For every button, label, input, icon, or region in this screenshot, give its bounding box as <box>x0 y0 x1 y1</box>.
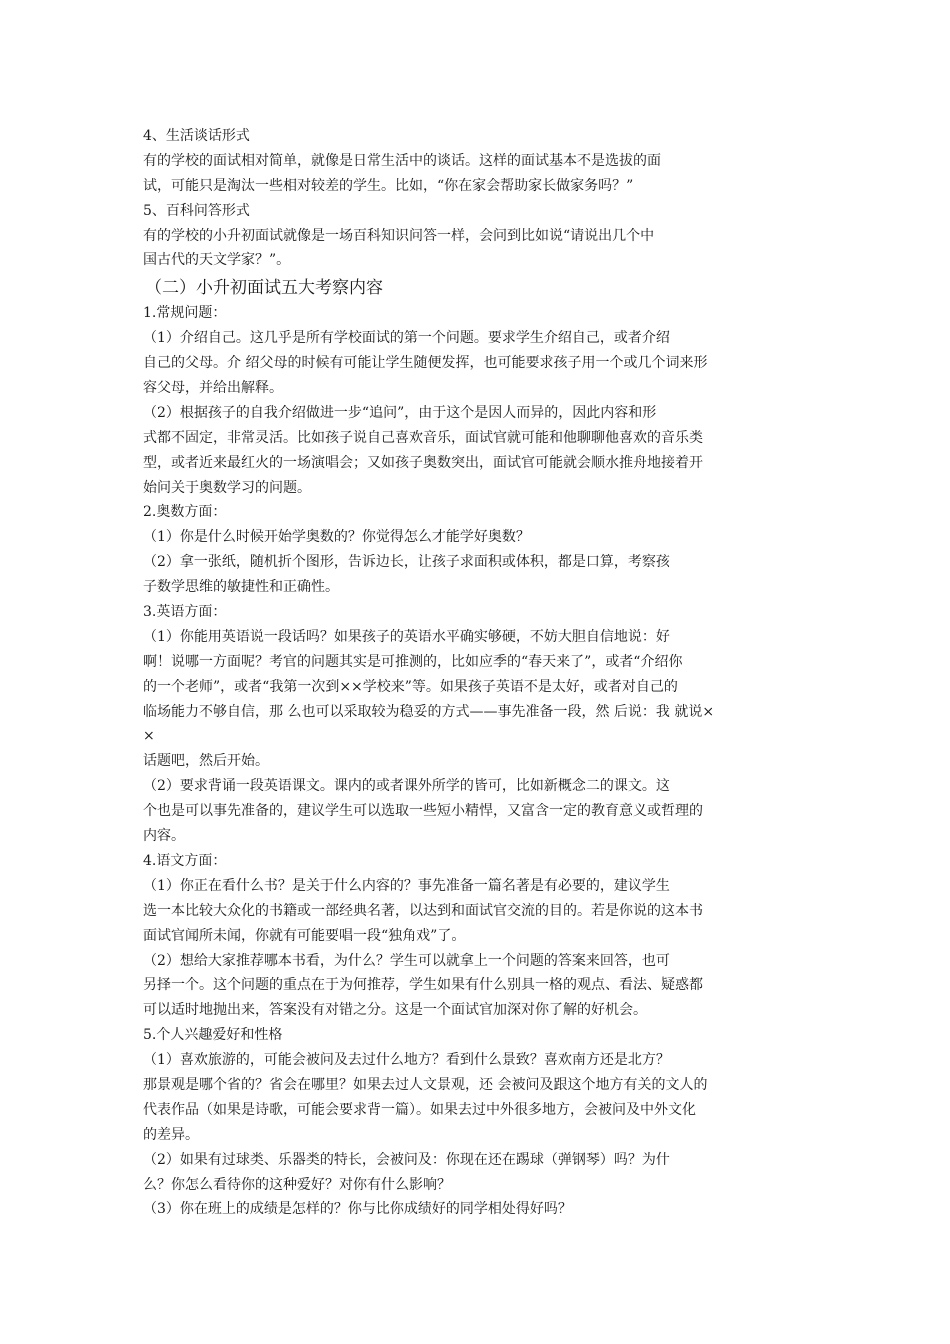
section-heading: （二）小升初面试五大考察内容 <box>145 278 383 299</box>
text-line: 啊！说哪一方面呢？考官的问题其实是可推测的，比如应季的“春天来了”，或者“介绍你 <box>143 653 683 670</box>
text-line: （1）你能用英语说一段话吗？如果孩子的英语水平确实够硬，不妨大胆自信地说：好 <box>143 628 670 645</box>
text-line: 内容。 <box>143 828 185 845</box>
text-line: 3.英语方面： <box>143 604 227 621</box>
text-line: 可以适时地抛出来，答案没有对错之分。这是一个面试官加深对你了解的好机会。 <box>143 1002 647 1019</box>
text-line: （1）喜欢旅游的，可能会被问及去过什么地方？看到什么景致？喜欢南方还是北方？ <box>143 1052 670 1069</box>
text-line: （2）想给大家推荐哪本书看，为什么？学生可以就拿上一个问题的答案来回答，也可 <box>143 952 670 969</box>
text-line: 有的学校的面试相对简单，就像是日常生活中的谈话。这样的面试基本不是选拔的面 <box>143 152 661 169</box>
text-line: 容父母，并给出解释。 <box>143 380 283 397</box>
text-line: 有的学校的小升初面试就像是一场百科知识问答一样，会问到比如说“请说出几个中 <box>143 227 655 244</box>
text-line: 型，或者近来最红火的一场演唱会；又如孩子奥数突出，面试官可能就会顺水推舟地接着开 <box>143 454 703 471</box>
text-line: 始问关于奥数学习的问题。 <box>143 479 311 496</box>
text-line: 5.个人兴趣爱好和性格 <box>143 1027 283 1044</box>
text-line: 试，可能只是淘汰一些相对较差的学生。比如，“你在家会帮助家长做家务吗？” <box>143 177 634 194</box>
text-line: 另择一个。这个问题的重点在于为何推荐，学生如果有什么别具一格的观点、看法、疑惑都 <box>143 977 703 994</box>
text-line: 代表作品（如果是诗歌，可能会要求背一篇）。如果去过中外很多地方，会被问及中外文化 <box>143 1101 696 1118</box>
text-line: 的一个老师”，或者“我第一次到××学校来”等。如果孩子英语不是太好，或者对自己的 <box>143 678 678 695</box>
text-line: 4.语文方面： <box>143 852 227 869</box>
text-line: （1）介绍自己。这几乎是所有学校面试的第一个问题。要求学生介绍自己，或者介绍 <box>143 330 670 347</box>
document-page <box>143 124 823 1222</box>
text-line: （1）你是什么时候开始学奥数的？你觉得怎么才能学好奥数？ <box>143 529 530 546</box>
text-line: （2）根据孩子的自我介绍做进一步“追问”，由于这个是因人而异的，因此内容和形 <box>143 404 657 421</box>
text-line: （1）你正在看什么书？是关于什么内容的？事先准备一篇名著是有必要的，建议学生 <box>143 877 670 894</box>
text-line: 1.常规问题： <box>143 305 227 322</box>
text-line: 个也是可以事先准备的，建议学生可以选取一些短小精悍，又富含一定的教育意义或哲理的 <box>143 803 703 820</box>
text-line: 2.奥数方面： <box>143 504 227 521</box>
text-line: （3）你在班上的成绩是怎样的？你与比你成绩好的同学相处得好吗？ <box>143 1201 572 1218</box>
text-line: 国古代的天文学家？”。 <box>143 252 291 269</box>
text-block-contents <box>143 301 823 1222</box>
text-line: 5、百科问答形式 <box>143 202 250 219</box>
text-line: 自己的父母。介 绍父母的时候有可能让学生随便发挥，也可能要求孩子用一个或几个词来形 <box>143 355 708 372</box>
text-line: 临场能力不够自信，那 么也可以采取较为稳妥的方式——事先准备一段，然 后说：我 就说× <box>143 703 715 720</box>
text-line: （2）要求背诵一段英语课文。课内的或者课外所学的皆可，比如新概念二的课文。这 <box>143 778 670 795</box>
text-line: 4、生活谈话形式 <box>143 128 250 144</box>
text-line: 面试官闻所未闻，你就有可能要唱一段“独角戏”了。 <box>143 927 466 944</box>
text-line: 子数学思维的敏捷性和正确性。 <box>143 579 339 596</box>
text-block-formats <box>143 124 823 273</box>
text-line: （2）拿一张纸，随机折个图形，告诉边长，让孩子求面积或体积，都是口算，考察孩 <box>143 554 670 571</box>
text-line: 那景观是哪个省的？省会在哪里？如果去过人文景观，还 会被问及跟这个地方有关的文人的 <box>143 1076 708 1093</box>
text-line: × <box>143 728 155 745</box>
text-line: 话题吧，然后开始。 <box>143 753 269 770</box>
text-line: 的差异。 <box>143 1126 199 1143</box>
text-line: 式都不固定，非常灵活。比如孩子说自己喜欢音乐，面试官就可能和他聊聊他喜欢的音乐类 <box>143 429 703 446</box>
text-line: 么？你怎么看待你的这种爱好？对你有什么影响？ <box>143 1176 451 1193</box>
text-line: （2）如果有过球类、乐器类的特长，会被问及：你现在还在踢球（弹钢琴）吗？为什 <box>143 1151 670 1168</box>
text-line: 选一本比较大众化的书籍或一部经典名著，以达到和面试官交流的目的。若是你说的这本书 <box>143 902 703 919</box>
